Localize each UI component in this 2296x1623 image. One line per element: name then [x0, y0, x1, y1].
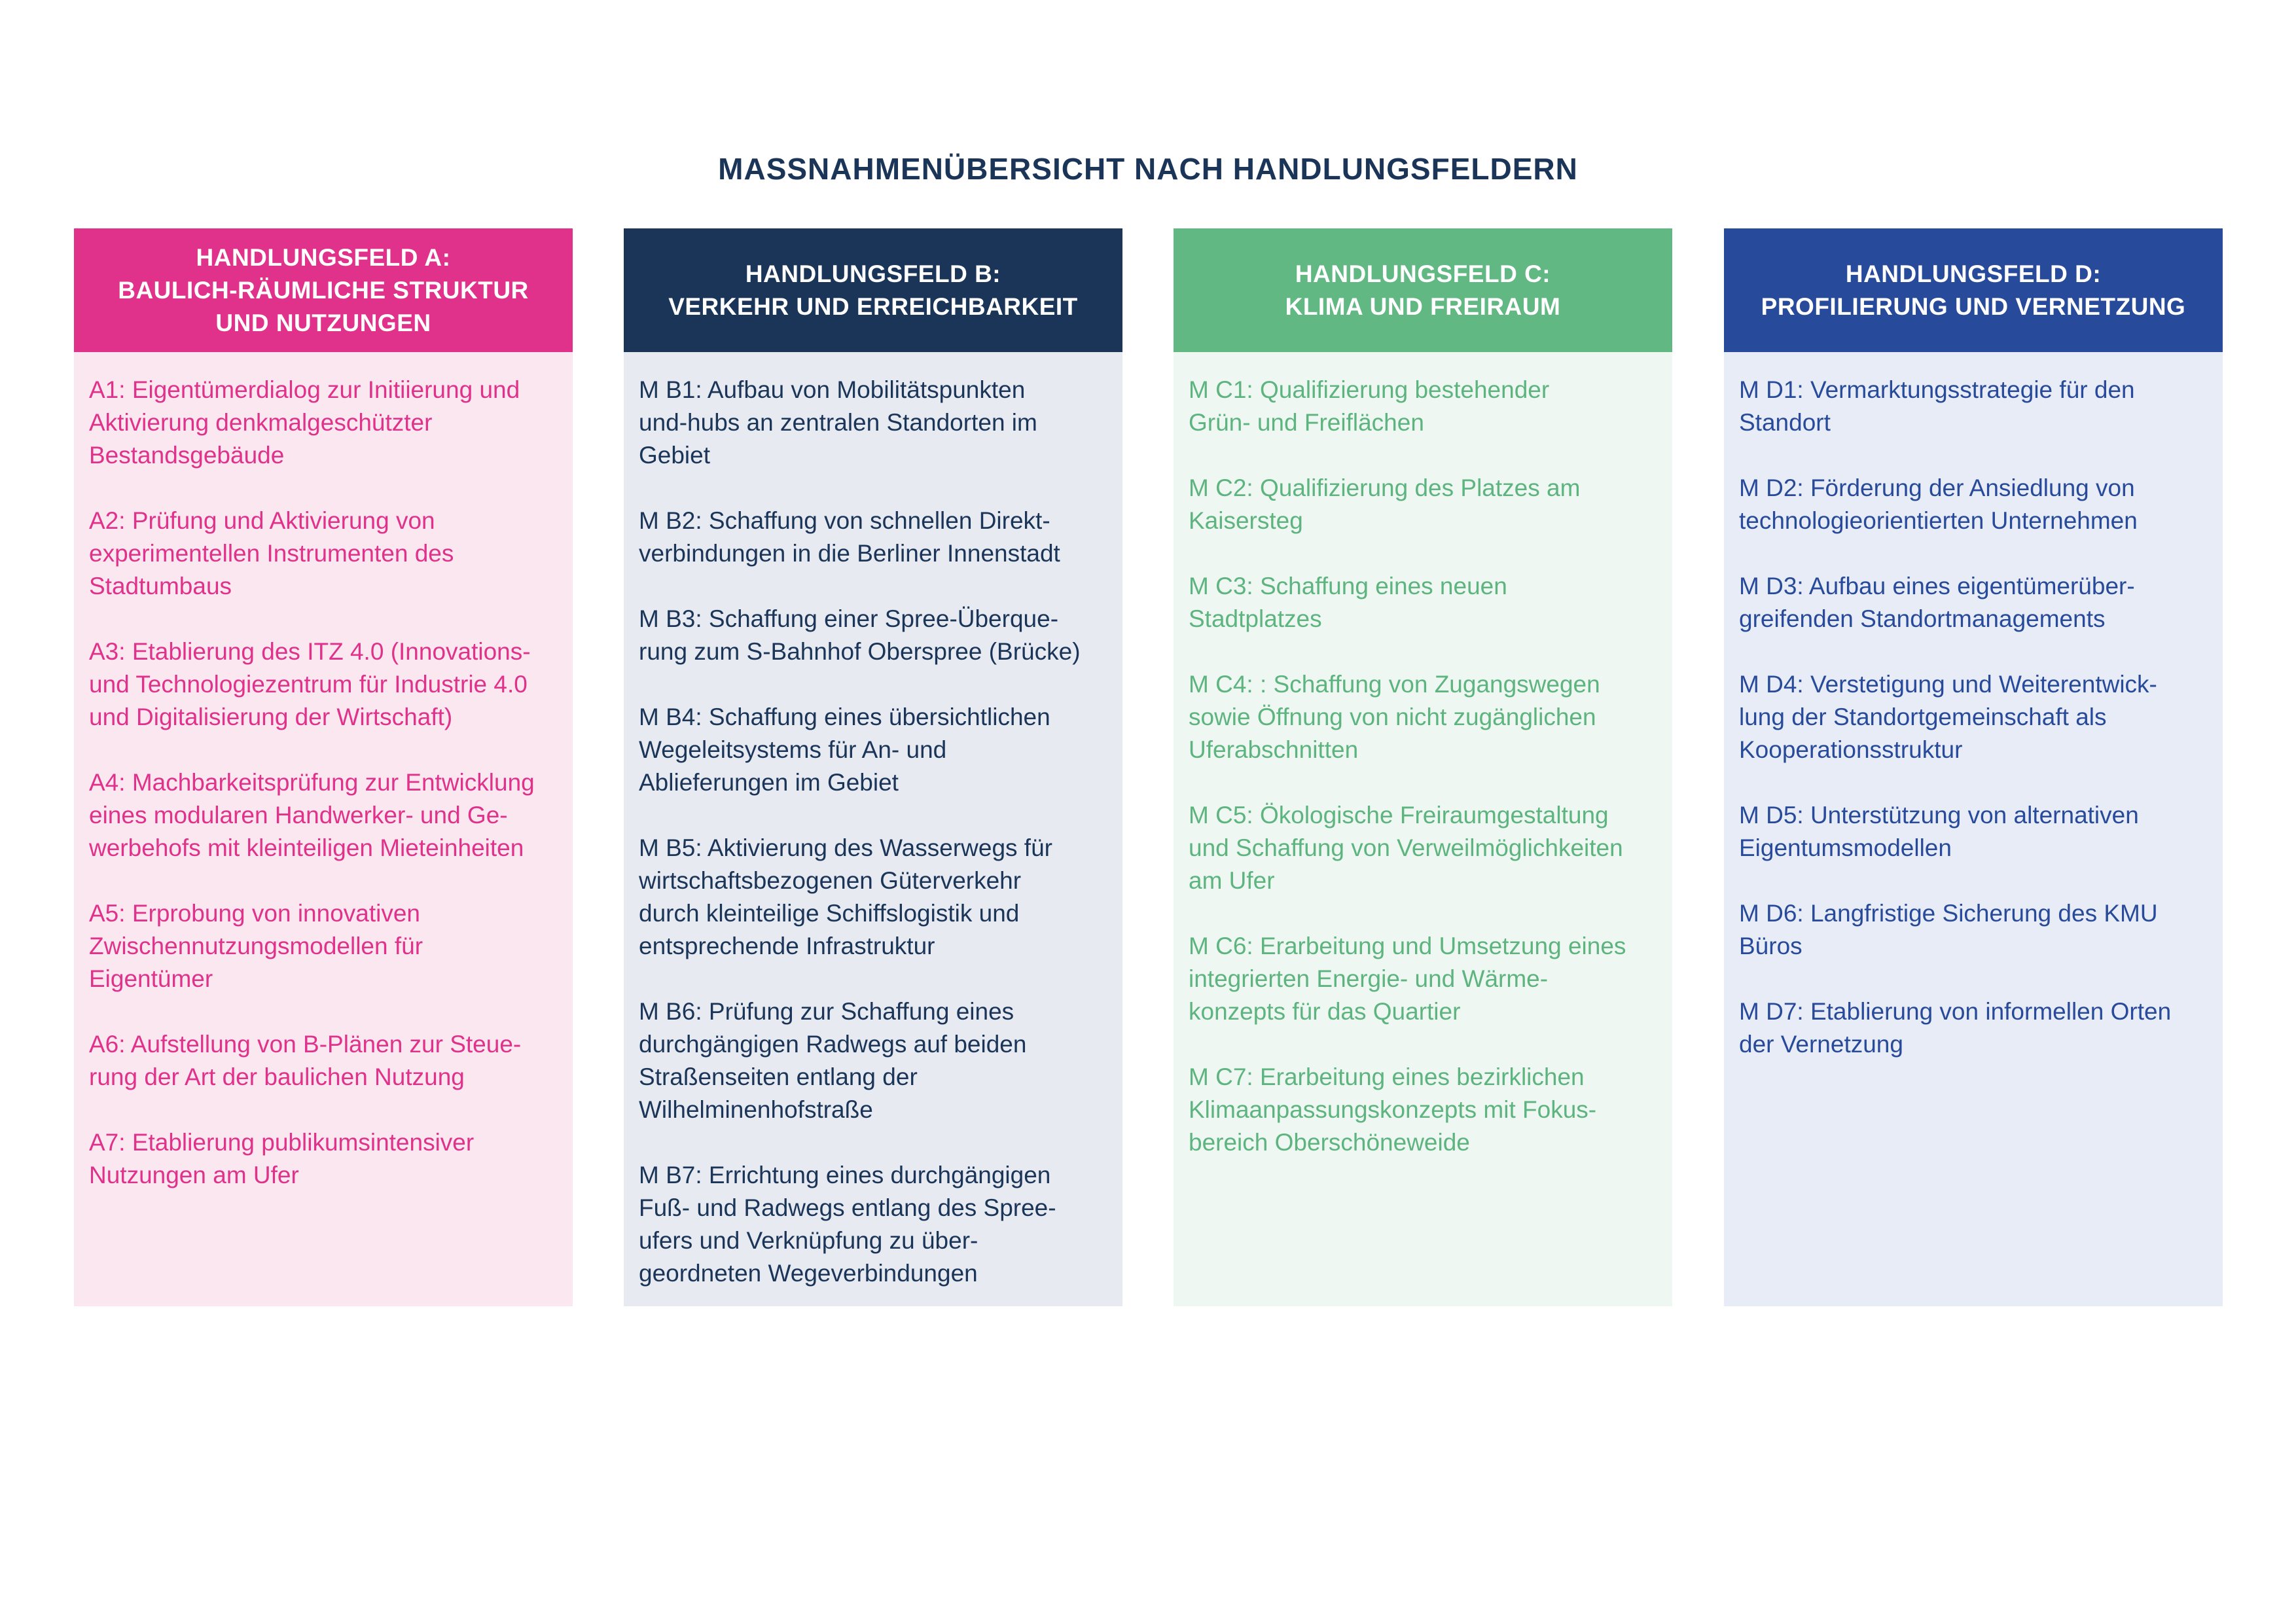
measure-text-line: M D6: Langfristige Sicherung des KMU [1739, 900, 2158, 927]
measure-item-a6 [89, 1028, 560, 1094]
measure-text-line: Büros [1739, 933, 1803, 959]
measure-text-line: lung der Standortgemeinschaft als [1739, 704, 2107, 730]
column-header-title [1761, 258, 2186, 323]
column-body [1174, 352, 1672, 1306]
measure-text-line: A5: Erprobung von innovativen [89, 900, 421, 927]
header-line: HANDLUNGSFELD D: [1845, 260, 2102, 287]
column-header [74, 228, 573, 352]
measure-text-line: und Technologiezentrum für Industrie 4.0 [89, 671, 528, 698]
measure-text-line: Stadtplatzes [1189, 605, 1322, 632]
header-line: PROFILIERUNG UND VERNETZUNG [1761, 293, 2186, 320]
column-header [1174, 228, 1672, 352]
measure-text-line: experimentellen Instrumenten des [89, 540, 454, 567]
measure-text-line: A7: Etablierung publikumsintensiver [89, 1129, 475, 1156]
measure-text-line: Straßenseiten entlang der [639, 1063, 918, 1090]
measure-text-line: M D7: Etablierung von informellen Orten [1739, 998, 2172, 1025]
measure-text-line: M C2: Qualifizierung des Platzes am [1189, 474, 1581, 501]
measure-item-m-d7 [1739, 995, 2210, 1061]
measure-text-line: M C1: Qualifizierung bestehender [1189, 376, 1550, 403]
column-header [624, 228, 1122, 352]
measure-text-line: rung zum S-Bahnhof Oberspree (Brücke) [639, 638, 1081, 665]
measure-text-line: und-hubs an zentralen Standorten im [639, 409, 1037, 436]
measure-item-m-b4 [639, 701, 1109, 799]
measure-text-line: M B1: Aufbau von Mobilitätspunkten [639, 376, 1026, 403]
measure-text-line: und Digitalisierung der Wirtschaft) [89, 704, 453, 730]
measure-text-line: Stadtumbaus [89, 573, 232, 599]
measure-item-m-b3 [639, 603, 1109, 668]
measure-text-line: bereich Oberschöneweide [1189, 1129, 1470, 1156]
measure-text-line: M D2: Förderung der Ansiedlung von [1739, 474, 2135, 501]
measure-item-a5 [89, 897, 560, 995]
measure-item-m-c6 [1189, 930, 1659, 1028]
measure-item-a3 [89, 635, 560, 734]
measure-text-line: konzepts für das Quartier [1189, 998, 1461, 1025]
measure-item-m-b1 [639, 374, 1109, 472]
measure-item-m-c3 [1189, 570, 1659, 635]
measure-text-line: M D3: Aufbau eines eigentümerüber- [1739, 573, 2135, 599]
measure-text-line: M D4: Verstetigung und Weiterentwick- [1739, 671, 2157, 698]
column-handlungsfeld-c [1174, 228, 1672, 1306]
measure-text-line: A6: Aufstellung von B-Plänen zur Steue- [89, 1031, 522, 1058]
measure-text-line: M B4: Schaffung eines übersichtlichen [639, 704, 1050, 730]
measure-text-line: A4: Machbarkeitsprüfung zur Entwicklung [89, 769, 535, 796]
measure-text-line: greifenden Standortmanagements [1739, 605, 2106, 632]
column-handlungsfeld-d [1724, 228, 2223, 1306]
column-handlungsfeld-a [74, 228, 573, 1306]
measure-text-line: integrierten Energie- und Wärme- [1189, 965, 1549, 992]
measure-text-line: Bestandsgebäude [89, 442, 285, 469]
measure-item-a1 [89, 374, 560, 472]
header-line: HANDLUNGSFELD B: [745, 260, 1001, 287]
measure-item-m-b6 [639, 995, 1109, 1126]
column-body [74, 352, 573, 1306]
measure-text-line: wirtschaftsbezogenen Güterverkehr [639, 867, 1022, 894]
measure-text-line: A1: Eigentümerdialog zur Initiierung und [89, 376, 520, 403]
column-header-title [118, 241, 529, 340]
measure-text-line: M B3: Schaffung einer Spree-Überque- [639, 605, 1059, 632]
header-line: HANDLUNGSFELD C: [1295, 260, 1551, 287]
column-body [1724, 352, 2223, 1306]
measure-text-line: Ablieferungen im Gebiet [639, 769, 899, 796]
header-line: VERKEHR UND ERREICHBARKEIT [668, 293, 1078, 320]
measure-text-line: Wegeleitsystems für An- und [639, 736, 947, 763]
measure-text-line: rung der Art der baulichen Nutzung [89, 1063, 465, 1090]
measure-text-line: Fuß- und Radwegs entlang des Spree- [639, 1194, 1056, 1221]
measure-text-line: Gebiet [639, 442, 711, 469]
measure-item-a4 [89, 766, 560, 865]
measure-item-a7 [89, 1126, 560, 1192]
measure-text-line: M D1: Vermarktungsstrategie für den [1739, 376, 2135, 403]
measure-text-line: M C5: Ökologische Freiraumgestaltung [1189, 802, 1609, 829]
measure-text-line: Aktivierung denkmalgeschützter [89, 409, 433, 436]
measure-text-line: sowie Öffnung von nicht zugänglichen [1189, 704, 1596, 730]
measure-text-line: M C6: Erarbeitung und Umsetzung eines [1189, 933, 1626, 959]
measure-text-line: verbindungen in die Berliner Innenstadt [639, 540, 1060, 567]
measure-text-line: Kaisersteg [1189, 507, 1303, 534]
measure-item-a2 [89, 505, 560, 603]
measure-text-line: technologieorientierten Unternehmen [1739, 507, 2138, 534]
column-header-title [1285, 258, 1561, 323]
measure-text-line: Uferabschnitten [1189, 736, 1359, 763]
measure-item-m-c5 [1189, 799, 1659, 897]
measure-text-line: M D5: Unterstützung von alternativen [1739, 802, 2139, 829]
page-title: MASSNAHMENÜBERSICHT NACH HANDLUNGSFELDERN [718, 151, 1578, 186]
measure-item-m-d1 [1739, 374, 2210, 439]
measure-text-line: A3: Etablierung des ITZ 4.0 (Innovations- [89, 638, 531, 665]
measure-item-m-c1 [1189, 374, 1659, 439]
column-header-title [668, 258, 1078, 323]
measure-text-line: und Schaffung von Verweilmöglichkeiten [1189, 834, 1623, 861]
measure-item-m-b2 [639, 505, 1109, 570]
measure-item-m-c2 [1189, 472, 1659, 537]
header-line: HANDLUNGSFELD A: [196, 243, 451, 271]
measure-text-line: Eigentumsmodellen [1739, 834, 1952, 861]
measure-item-m-b5 [639, 832, 1109, 963]
measure-text-line: A2: Prüfung und Aktivierung von [89, 507, 435, 534]
measure-text-line: eines modularen Handwerker- und Ge- [89, 802, 508, 829]
measure-text-line: durchgängigen Radwegs auf beiden [639, 1031, 1027, 1058]
header-line: KLIMA UND FREIRAUM [1285, 293, 1561, 320]
measure-text-line: M C7: Erarbeitung eines bezirklichen [1189, 1063, 1585, 1090]
measure-text-line: Nutzungen am Ufer [89, 1162, 299, 1188]
measure-text-line: Standort [1739, 409, 1831, 436]
header-line: BAULICH-RÄUMLICHE STRUKTUR [118, 276, 529, 304]
measure-text-line: am Ufer [1189, 867, 1275, 894]
column-header [1724, 228, 2223, 352]
measure-text-line: M B6: Prüfung zur Schaffung eines [639, 998, 1014, 1025]
measure-item-m-d6 [1739, 897, 2210, 963]
measure-item-m-d4 [1739, 668, 2210, 766]
measure-text-line: Zwischennutzungsmodellen für [89, 933, 423, 959]
measure-text-line: werbehofs mit kleinteiligen Mieteinheiten [89, 834, 524, 861]
measure-item-m-d3 [1739, 570, 2210, 635]
measure-text-line: entsprechende Infrastruktur [639, 933, 935, 959]
measure-item-m-d5 [1739, 799, 2210, 865]
column-handlungsfeld-b [624, 228, 1122, 1306]
measure-text-line: Grün- und Freiflächen [1189, 409, 1424, 436]
measure-text-line: M B2: Schaffung von schnellen Direkt- [639, 507, 1050, 534]
measure-text-line: durch kleinteilige Schiffslogistik und [639, 900, 1020, 927]
measure-text-line: M C3: Schaffung eines neuen [1189, 573, 1507, 599]
measure-text-line: M C4: : Schaffung von Zugangswegen [1189, 671, 1600, 698]
measure-text-line: M B7: Errichtung eines durchgängigen [639, 1162, 1051, 1188]
measure-text-line: der Vernetzung [1739, 1031, 1903, 1058]
header-line: UND NUTZUNGEN [215, 309, 431, 336]
measure-item-m-b7 [639, 1159, 1109, 1290]
measure-text-line: Wilhelminenhofstraße [639, 1096, 873, 1123]
column-body [624, 352, 1122, 1306]
measure-text-line: M B5: Aktivierung des Wasserwegs für [639, 834, 1052, 861]
measure-text-line: ufers und Verknüpfung zu über- [639, 1227, 978, 1254]
measure-item-m-c4 [1189, 668, 1659, 766]
measure-text-line: Eigentümer [89, 965, 213, 992]
measure-item-m-d2 [1739, 472, 2210, 537]
measure-text-line: Klimaanpassungskonzepts mit Fokus- [1189, 1096, 1597, 1123]
measure-item-m-c7 [1189, 1061, 1659, 1159]
measure-text-line: Kooperationsstruktur [1739, 736, 1963, 763]
measure-text-line: geordneten Wegeverbindungen [639, 1260, 978, 1287]
